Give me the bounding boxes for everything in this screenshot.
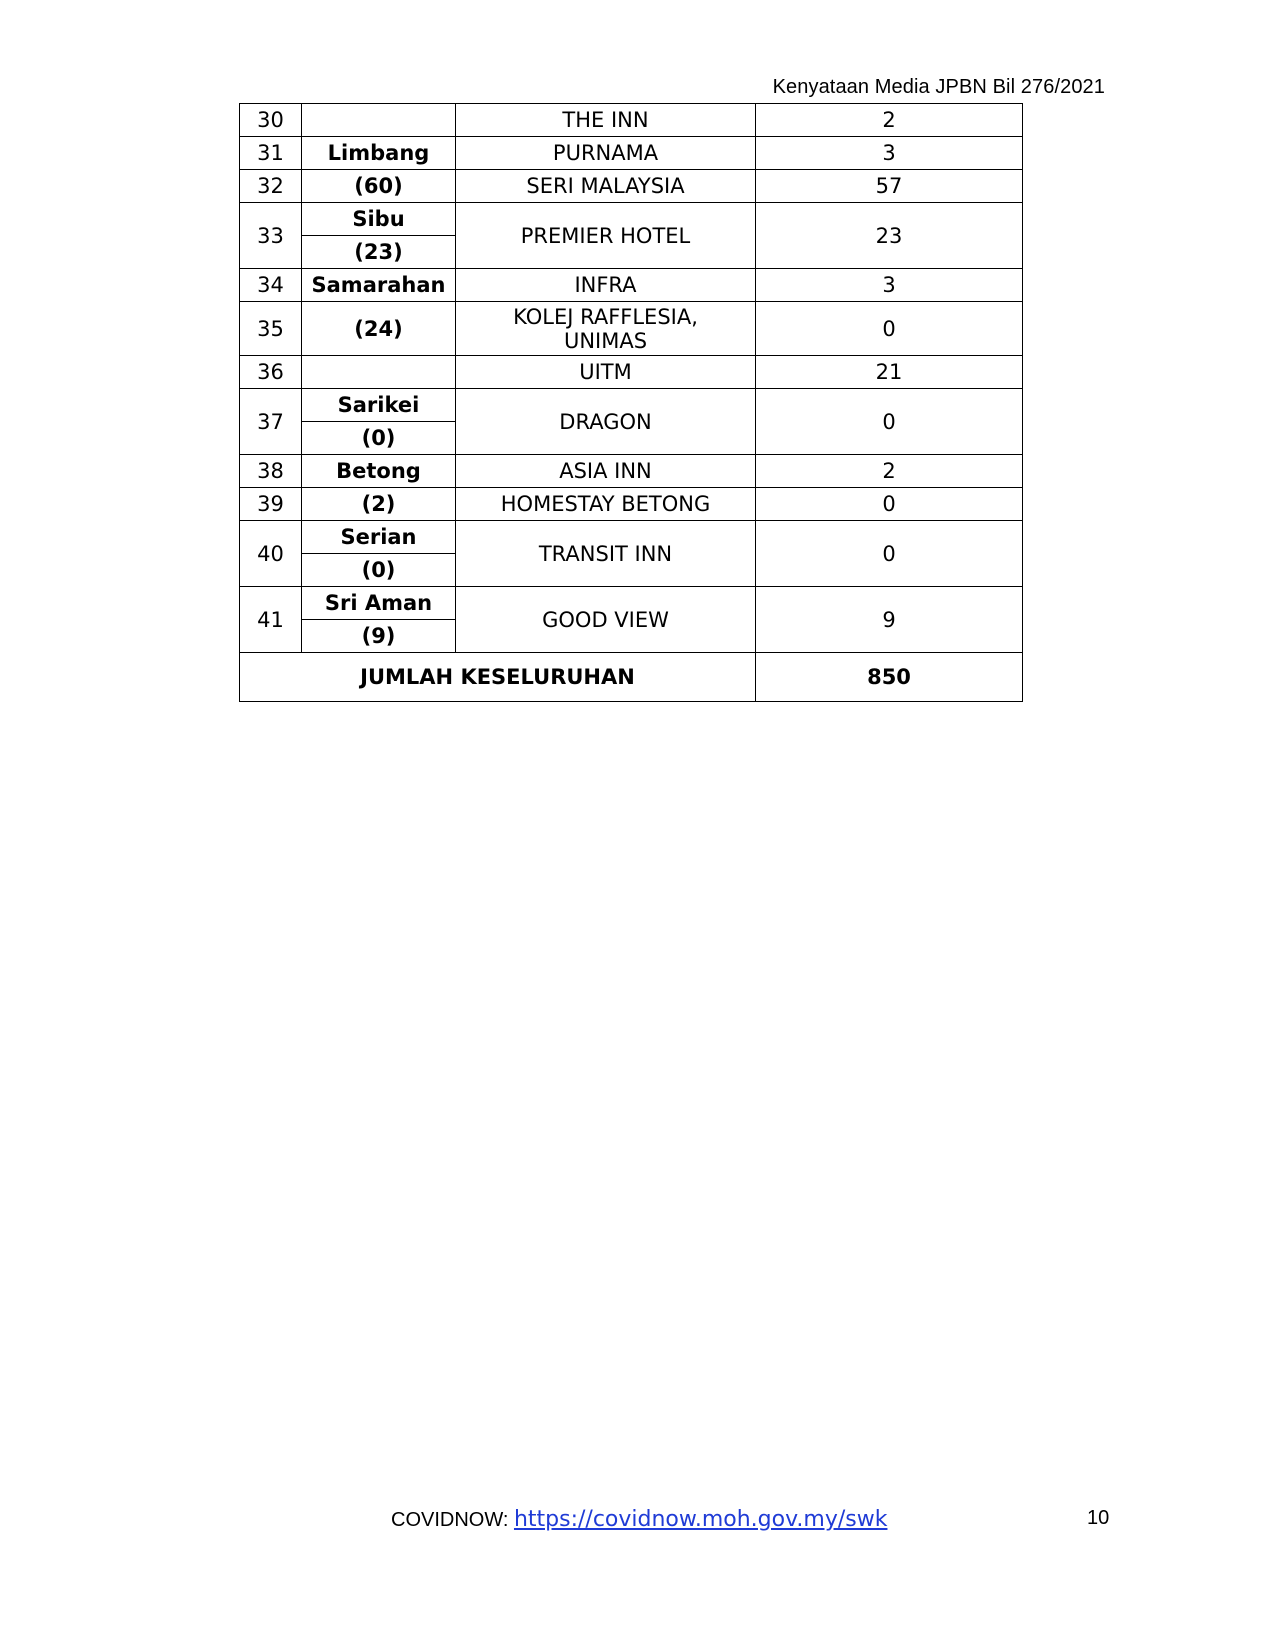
table-row bbox=[240, 104, 1023, 137]
case-count: 23 bbox=[756, 203, 1023, 269]
row-number: 38 bbox=[240, 455, 302, 488]
division-cell: Samarahan bbox=[302, 269, 456, 302]
division-name: Sri Aman bbox=[302, 587, 456, 620]
case-count: 0 bbox=[756, 389, 1023, 455]
case-count: 2 bbox=[756, 104, 1023, 137]
case-count: 3 bbox=[756, 137, 1023, 170]
row-number: 41 bbox=[240, 587, 302, 653]
covidnow-link[interactable]: https://covidnow.moh.gov.my/swk bbox=[513, 1507, 888, 1532]
centre-name: INFRA bbox=[456, 269, 756, 302]
table-row bbox=[240, 455, 1023, 488]
centre-name: ASIA INN bbox=[456, 455, 756, 488]
case-count: 9 bbox=[756, 587, 1023, 653]
row-number: 35 bbox=[240, 302, 302, 356]
centre-name: HOMESTAY BETONG bbox=[456, 488, 756, 521]
page-number: 10 bbox=[1087, 1507, 1110, 1529]
table-row bbox=[240, 170, 1023, 203]
footer-source bbox=[391, 1507, 887, 1532]
table-row bbox=[240, 269, 1023, 302]
division-cell: (60) bbox=[302, 170, 456, 203]
division-cell bbox=[302, 104, 456, 137]
case-count: 2 bbox=[756, 455, 1023, 488]
case-count: 3 bbox=[756, 269, 1023, 302]
centre-name: DRAGON bbox=[456, 389, 756, 455]
total-value: 850 bbox=[756, 653, 1023, 702]
centre-name bbox=[456, 302, 756, 356]
row-number: 33 bbox=[240, 203, 302, 269]
table-row bbox=[240, 356, 1023, 389]
row-number: 31 bbox=[240, 137, 302, 170]
centre-name: GOOD VIEW bbox=[456, 587, 756, 653]
row-number: 34 bbox=[240, 269, 302, 302]
centre-name: PREMIER HOTEL bbox=[456, 203, 756, 269]
table-row bbox=[240, 389, 1023, 422]
row-number: 32 bbox=[240, 170, 302, 203]
table-row bbox=[240, 488, 1023, 521]
case-count: 0 bbox=[756, 488, 1023, 521]
footer-prefix: COVIDNOW: bbox=[391, 1509, 514, 1531]
total-label: JUMLAH KESELURUHAN bbox=[240, 653, 756, 702]
table-row bbox=[240, 587, 1023, 620]
centre-name: UITM bbox=[456, 356, 756, 389]
centre-name: PURNAMA bbox=[456, 137, 756, 170]
table-row bbox=[240, 203, 1023, 236]
case-count: 0 bbox=[756, 521, 1023, 587]
centre-name: TRANSIT INN bbox=[456, 521, 756, 587]
row-number: 36 bbox=[240, 356, 302, 389]
case-count: 57 bbox=[756, 170, 1023, 203]
table-row bbox=[240, 137, 1023, 170]
division-cell: (2) bbox=[302, 488, 456, 521]
table-row bbox=[240, 302, 1023, 356]
quarantine-centre-table bbox=[239, 103, 1023, 702]
division-cell: (24) bbox=[302, 302, 456, 356]
case-count: 0 bbox=[756, 302, 1023, 356]
table-row bbox=[240, 521, 1023, 554]
row-number: 40 bbox=[240, 521, 302, 587]
division-total: (23) bbox=[302, 236, 456, 269]
centre-name: THE INN bbox=[456, 104, 756, 137]
division-cell bbox=[302, 356, 456, 389]
case-count: 21 bbox=[756, 356, 1023, 389]
row-number: 30 bbox=[240, 104, 302, 137]
division-cell: Limbang bbox=[302, 137, 456, 170]
division-name: Sarikei bbox=[302, 389, 456, 422]
row-number: 39 bbox=[240, 488, 302, 521]
division-total: (9) bbox=[302, 620, 456, 653]
division-name: Serian bbox=[302, 521, 456, 554]
centre-name-line: KOLEJ RAFFLESIA, bbox=[513, 304, 698, 329]
division-name: Sibu bbox=[302, 203, 456, 236]
centre-name-line: UNIMAS bbox=[563, 328, 648, 353]
centre-name: SERI MALAYSIA bbox=[456, 170, 756, 203]
division-cell: Betong bbox=[302, 455, 456, 488]
division-total: (0) bbox=[302, 422, 456, 455]
document-header: Kenyataan Media JPBN Bil 276/2021 bbox=[772, 76, 1105, 98]
division-total: (0) bbox=[302, 554, 456, 587]
row-number: 37 bbox=[240, 389, 302, 455]
total-row bbox=[240, 653, 1023, 702]
